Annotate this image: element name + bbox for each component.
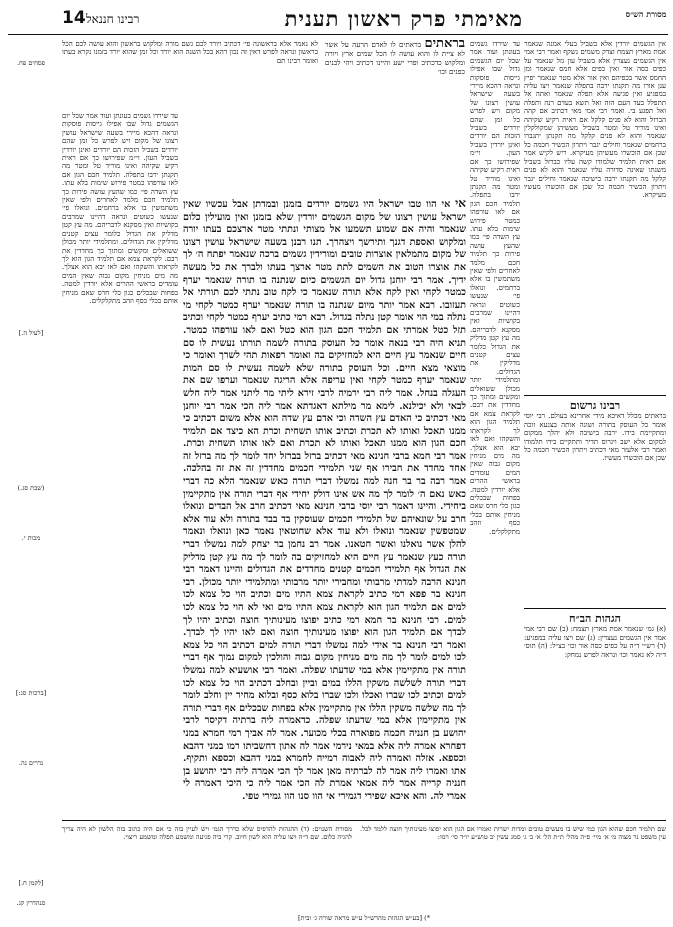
rabbeinu-chananel [524,40,666,390]
rabbeinu-chananel-text: אין הגשמים יורדין אלא בשביל בעלי אמנה שנאמר אמת מארץ תצמח וצדק משמים נשקף ואמר רבי אמי אין הגשמים נעצרין אלא בשביל עון גזל שנאמר על כפים כסה אור ואין כפים אלא חמס שנאמר ומן החמס אשר בכפיהם ואין אור אלא מטר שנאמר יפיץ ענן אורו מה תקנתו ירבה בתפלה שנאמר ויצו עליה במפגיע ואין פגיעה אלא תפלה שנאמר ואתה אל תתפלל בעד העם הזה ואל תשא בעדם רנה ותפלה ואל תפגע בי. ואמר רבי אמי מאי דכתיב אם קהה הברזל והוא לא פנים קלקל אם ראית רקיע שקיהה ואינו מוריד טל ומטר בשביל מעשיהן שמקולקלין שנאמר והוא לא פנים קלקל מה תקנתן יתגברו ברחמים שנאמר וחילים יגבר ויתרון הכשיר חכמה כל שכן אם הוכשרו מעשיהן מעיקרא. ריש לקיש אמר אם ראית תלמיד שלמודו קשה עליו כברזל בשביל משנתו שאינה סדורה עליו שנאמר והוא לא פנים קלקל מה תקנתו ירבה בישיבה שנאמר וחילים יגבר ויתרון הכשיר חכמה כל שכן אם הוכשרו מעשיו מעיקרא. [524,40,666,200]
margin-ref-8: סנהדרין קג. [16,899,46,907]
tosafot-right-text: עד שירדו גשמים בעונתן ועוד אמר שכל יום הגשמים גדול שבו אפילו גייסות פוסקות ונראה דהכא מיירי בשעה שישראל עושין רצונו של מקום ויש לפרש כל זמן שהם יורדים בשביל הזכות הם יורדים ואינן יורדין בשביל העון. וי״מ שפירושו כך אם ראית רקיע שקיהה ואינו מוריד טל ומטר מה תקנתן ירבו בתפלה. תלמיד חכם הגון אם לאו עורפהו כמטר פירוש שימות בלא עתו. עץ השדה פי׳ כמו שהעץ עושה פירות כך תלמיד חכם מלמד לאחרים ולפי שאין משתמשין בו אלא ברחמים. ונואלו פי׳ שנעשו כשוטים ונראה דהיינו שמרבים בקושיות ואין מסקנא לדבריהם. מה עץ קטן מדליק את הגדול כלומר עצים קטנים מדליקין את הגדולים. ומתלמידי יותר מכולן ששואלים ומקשים ומתוך כך מחדדין את רבם. לקראת צמא אם תלמיד הגון הוא לך לקראתו והשקהו ואם לאו יבא הוא אצלך. מה מים מניחין מקום גבוה שאין המים עומדים בראשי ההרים אלא יורדין למטה. בפחות שבכלים כגון כלי חרס שאם מניחין אותם בכלי כסף וזהב מתקלקלים. [470,40,520,536]
mesorah-label: מסורת הש״ס [625,9,667,19]
tosafot-top [62,40,318,108]
bottom-note [62,914,666,924]
tosafot-top-text: לא נאמר אלא בראשונה פי׳ דכתיב ויורד לכם גשם מורה ומלקוש בראשון והוא עושה לכם הכל בראשון ונראה לפרש דאין זה נכון דהא בכל השנה הוא יורד וכל זמן שהוא יורד בזמנו נקרא בעתו ואומר רבינו תם [62,40,318,65]
margin-ref-4: מכות י. [21,534,41,542]
folio-number: 14 [62,8,86,28]
rashi-top [325,40,465,192]
footnote-right-text: שם תלמיד חכם שהוא הגון כמי שיש בו מעשים טובים ומדות ישרות ואמרו אם הגון הוא יפוצו מעינותיך חוצה ללמד לכל. עין משפט נר מצוה מ׳ א׳ מיי׳ פ״ה מהל׳ ת״ת הל׳ א׳ ב׳ ג׳ סמג עשין יב טוש״ע יו״ד סי׳ רמו: [360,825,666,841]
gemara-main [183,197,466,815]
margin-ref-1: פסחים פח. [16,59,46,67]
rashi-top-text: בראתים לו לאדם הרעה על אשר לא ציית לו והוא עושה לו הכל שמים ארץ ויורה ומלקוש כדכתיב ופרי ישע והיינו דכתיב ויהי לבנים כפנים וכו׳ [325,40,465,76]
haggahot-habach [524,611,666,821]
dibbur-ai: אי [455,197,466,210]
footnote-left-text: מסורת השנוים: (ד) ההגהות להדפיס שלא כדרך הגמ׳ ויש לעיין בזה כי אם היה כתוב בזה הלשון לא היה צריך להגיה כלום. שם ד״ה ויצו עליה הוא לשון חיוב. קרי ביה פגיעה ומשמע תפלה ומשמע ריצוי. [62,825,352,841]
margin-ref-6: נדרים נה. [18,759,44,767]
tosafot-right [470,40,520,815]
page-header [0,6,673,34]
margin-ref-3: (שבת סג.) [17,484,45,492]
rabbeinu-gershom-text: בראתים מכלל דאיכא מידי אחרינא בעולם. רבי יוסי אומר כל העוסק בתורה ושונה אותה בצנעא זוכה ומתקיימת בידו. ירבה בישיבה ולא יהלך ממקום למקום אלא ישב ויגרוס תדיר ותתקיים בידו תלמודו ואמר רבי אלעזר מאי דכתיב ויתרון הכשיר חכמה כל שכן אם הוכשרו מעשיו. [524,412,666,463]
bottom-note-text: *) [בע״ש הגהות מהרש״ל ע״ש מראה שורה ג׳ ובית] [297,914,431,922]
footnote-right [360,825,666,913]
haggahot-title: הגהות הב״ח [569,612,621,625]
page-title: מאימתי פרק ראשון תענית [284,6,523,31]
header-rule [8,34,668,35]
rabbeinu-gershom [524,398,666,603]
tosafot-left [62,112,178,815]
dibbur-bratim: בראתים [424,40,465,51]
rabbeinu-header: רבינו חננאל [86,12,140,26]
rabbeinu-gershom-title: רבינו גרשום [569,399,621,412]
margin-ref-2: [לעיל ה.] [18,329,44,337]
divider-gershom [524,395,666,396]
margin-ref-5: [ברכות סג:] [15,689,47,697]
haggahot-text: (א) גמ׳ שנאמר אמת מארץ תצמח: (ב) שם רבי אמי אמר אין הגשמים נעצרין: (ג) שם ויצו עליה במפגיע: (ד) רש״י ד״ה על כפים כסה אור וכו׳ כצ״ל: (ה) תוס׳ ד״ה לא נאמר וכו׳ ונראה לפרש נמחק: [524,625,666,659]
footnote-rule [62,820,666,821]
margin-ref-7: [לקמן ח.] [18,879,44,887]
tosafot-left-text: עד שירדו גשמים בעונתן ועוד אמר שכל יום הגשמים גדול שבו אפילו גייסות פוסקות ונראה דהכא מיירי בשעה שישראל עושין רצונו של מקום ויש לפרש כל זמן שהם יורדים בשביל הזכות הם יורדים ואינן יורדין בשביל העון. וי״מ שפירושו כך אם ראית רקיע שקיהה ואינו מוריד טל ומטר מה תקנתן ירבו בתפלה. תלמיד חכם הגון אם לאו עורפהו כמטר פירוש שימות בלא עתו. עץ השדה פי׳ כמו שהעץ עושה פירות כך תלמיד חכם מלמד לאחרים ולפי שאין משתמשין בו אלא ברחמים. ונואלו פי׳ שנעשו כשוטים ונראה דהיינו שמרבים בקושיות ואין מסקנא לדבריהם. מה עץ קטן מדליק את הגדול כלומר עצים קטנים מדליקין את הגדולים. ומתלמידי יותר מכולן ששואלים ומקשים ומתוך כך מחדדין את רבם. לקראת צמא אם תלמיד הגון הוא לך לקראתו והשקהו ואם לאו יבא הוא אצלך. מה מים מניחין מקום גבוה שאין המים עומדים בראשי ההרים אלא יורדין למטה. בפחות שבכלים כגון כלי חרס שאם מניחין אותם בכלי כסף וזהב מתקלקלים. [62,112,178,305]
divider-haggahot [524,608,666,609]
gemara-text: אי הוו טבו ישראל היו גשמים יורדים בזמנן ובמדתן אבל עכשיו שאין ישראל עושין רצונו של מקום הגשמים יורדין שלא בזמנן ואין מועילין כלום שנאמר והיה אם שמוע תשמעו אל מצותי ונתתי מטר ארצכם בעתו יורה ומלקוש ואספת דגנך ותירשך ויצהרך. תנו רבנן בשעה שישראל עושין רצונו של מקום מתמלאין אוצרות טובים ומורידין גשמים ברכה שנאמר יפתח ה׳ לך את אוצרו הטוב את השמים לתת מטר ארצך בעתו ולברך את כל מעשה ידיך. אמר רבי יוחנן גדול יום הגשמים כיום שנתנה בו תורה שנאמר יערף כמטר לקחי ואין לקח אלא תורה שנאמר כי לקח טוב נתתי לכם תורתי אל תעזובו. רבא אמר יותר מיום שנתנה בו תורה שנאמר יערף כמטר לקחי מי נתלה במי הוי אומר קטן נתלה בגדול. רבא רמי כתיב יערף כמטר לקחי וכתיב תזל כטל אמרתי אם תלמיד חכם הגון הוא כטל ואם לאו עורפהו כמטר. תניא היה רבי בנאה אומר כל העוסק בתורה לשמה תורתו נעשית לו סם חיים שנאמר עץ חיים היא למחזיקים בה ואומר רפאות תהי לשרך ואומר כי מוצאי מצא חיים. וכל העוסק בתורה שלא לשמה נעשית לו סם המות שנאמר יערף כמטר לקחי ואין עריפה אלא הריגה שנאמר וערפו שם את העגלה בנחל. אמר ליה רבי ירמיה לרבי זירא ליתי מר ליתני אמר ליה חלש לבאי ולא יכילנא. לימא מר מילתא דאגדתא אמר ליה הכי אמר רבי יוחנן מאי דכתיב כי האדם עץ השדה וכי אדם עץ שדה הוא אלא משום דכתיב כי ממנו תאכל ואותו לא תכרת וכתיב אותו תשחית וכרת הא כיצד אם תלמיד חכם הגון הוא ממנו תאכל ואותו לא תכרת ואם לאו אותו תשחית וכרת. אמר רבי חמא ברבי חנינא מאי דכתיב ברזל בברזל יחד לומר לך מה ברזל זה אחד מחדד את חבירו אף שני תלמידי חכמים מחדדין זה את זה בהלכה. אמר רבה בר בר חנה למה נמשלו דברי תורה כאש שנאמר הלא כה דברי כאש נאם ה׳ לומר לך מה אש אינו דולק יחידי אף דברי תורה אין מתקיימין ביחידי. והיינו דאמר רבי יוסי ברבי חנינא מאי דכתיב חרב אל הבדים ונואלו חרב על שונאיהם של תלמידי חכמים שעוסקין בד בבד בתורה ולא עוד אלא שמטפשין שנאמר ונואלו ולא עוד אלא שחוטאין נאמר כאן ונואלו ונאמר להלן אשר נואלנו ואשר חטאנו. אמר רב נחמן בר יצחק למה נמשלו דברי תורה כעץ שנאמר עץ חיים היא למחזיקים בה לומר לך מה עץ קטן מדליק את הגדול אף תלמידי חכמים קטנים מחדדים את הגדולים והיינו דאמר רבי חנינא הרבה למדתי מרבותי ומחבירי יותר מרבותי ומתלמידי יותר מכולן. רבי חנינא בר פפא רמי כתיב לקראת צמא התיו מים וכתיב הוי כל צמא לכו למים אם תלמיד הגון הוא לקראת צמא התיו מים ואי לא הוי כל צמא לכו למים. רבי חנינא בר חמא רמי כתיב יפוצו מעינותיך חוצה וכתיב יהיו לך לבדך אם תלמיד הגון הוא יפוצו מעינותיך חוצה ואם לאו יהיו לך לבדך. ואמר רבי חנינא בר אידי למה נמשלו דברי תורה למים דכתיב הוי כל צמא לכו למים לומר לך מה מים מניחין מקום גבוה והולכין למקום נמוך אף דברי תורה אין מתקיימין אלא במי שדעתו שפלה. ואמר רבי אושעיא למה נמשלו דברי תורה לשלשה משקין הללו במים וביין ובחלב דכתיב הוי כל צמא לכו למים וכתיב לכו שברו ואכלו ולכו שברו בלוא כסף ובלוא מחיר יין וחלב לומר לך מה שלשה משקין הללו אין מתקיימין אלא בפחות שבכלים אף דברי תורה אין מתקיימין אלא במי שדעתו שפלה. כדאמרה ליה ברתיה דקיסר לרבי יהושע בן חנניה חכמה מפוארה בכלי מכוער. אמר לה אביך רמי חמרא במני דפחרא אמרה ליה אלא במאי נירמי אמר לה אתון דחשביתו רמו במני דהבא וכספא. אזלה ואמרה ליה לאבוה רמייה לחמרא במני דהבא וכספא ותקיף. אתו ואמרו ליה אמר לה לברתיה מאן אמר לך הכי אמרה ליה רבי יהושע בן חנניה קרייה אמר ליה אמאי אמרת לה הכי אמר ליה כי היכי דאמרה לי אמרי לה. והא איכא שפירי דגמירי אי הוו סנו הוו גמירי טפי. [183,199,466,802]
footnote-left [62,825,352,913]
